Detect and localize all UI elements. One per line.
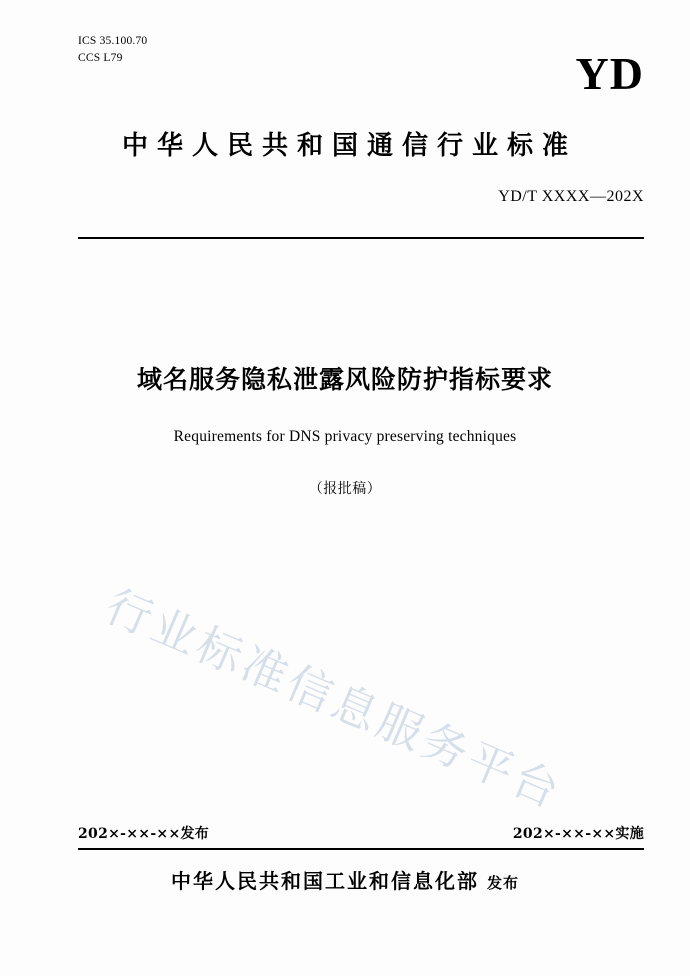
document-title-cn: 域名服务隐私泄露风险防护指标要求 (136, 365, 553, 394)
footer-divider (78, 848, 644, 850)
yd-logo: YD (575, 48, 644, 99)
standard-number: YD/T XXXX—202X (498, 188, 644, 205)
implementation-date: 202×-××-××实施 (512, 826, 644, 842)
watermark (95, 560, 615, 820)
issuing-authority-suffix: 发布 (486, 874, 519, 892)
document-stage-label: （报批稿） (308, 481, 382, 497)
national-standard-title: 中华人民共和国通信行业标准 (121, 131, 577, 161)
classification-codes (78, 33, 147, 67)
header-divider (78, 237, 644, 239)
publish-date: 202×-××-××发布 (78, 826, 210, 842)
watermark-text: 行业标准信息服务平台 (98, 579, 571, 820)
issuing-authority-name: 中华人民共和国工业和信息化部 (170, 869, 479, 893)
ccs-code: CCS L79 (78, 52, 123, 64)
issuing-authority (0, 865, 690, 894)
ics-code: ICS 35.100.70 (78, 35, 148, 47)
document-title-en: Requirements for DNS privacy preserving techniques (173, 428, 517, 445)
